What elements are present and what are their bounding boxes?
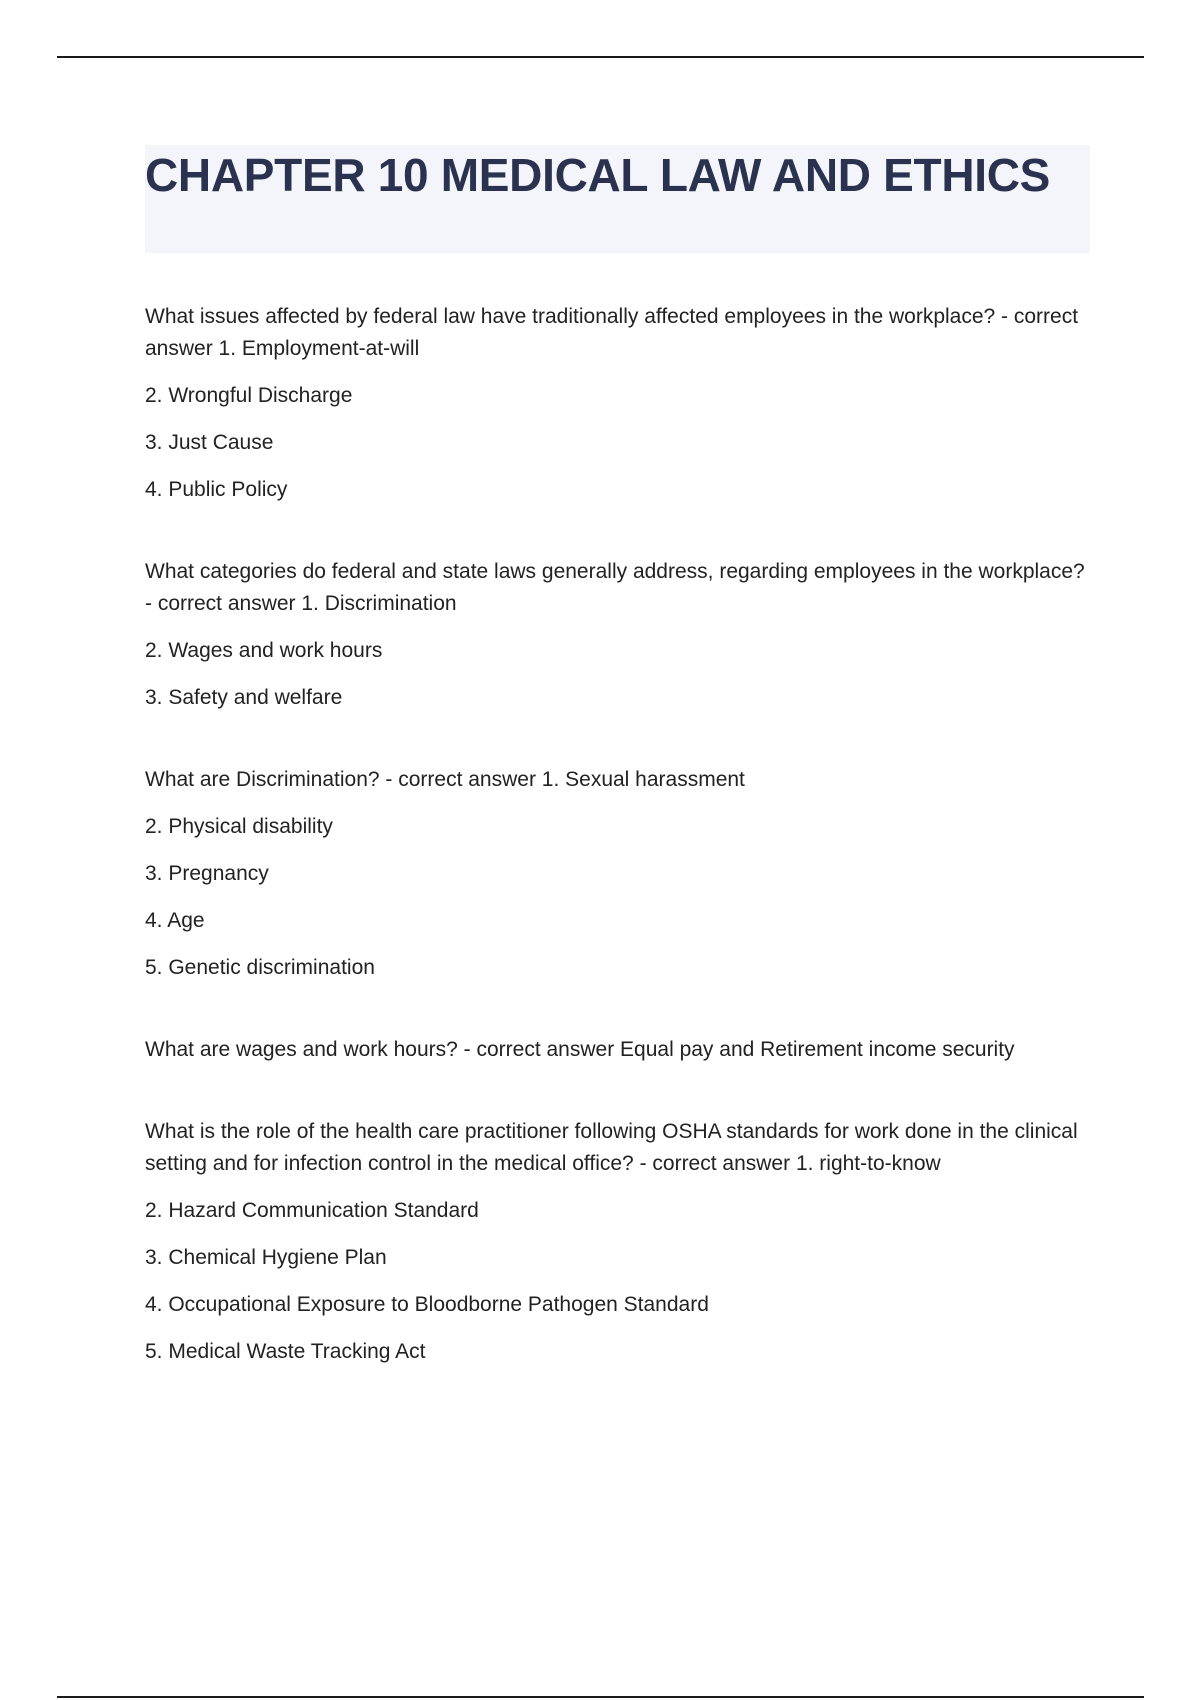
answer-item: 2. Hazard Communication Standard	[145, 1199, 479, 1222]
qa-block	[145, 764, 1090, 984]
qa-block	[145, 556, 1090, 714]
question-text: What are Discrimination? - correct answer 1. Sexual harassment	[145, 768, 745, 791]
answer-item: 2. Wages and work hours	[145, 639, 383, 662]
qa-list	[145, 301, 1090, 1368]
answer-item: 4. Public Policy	[145, 478, 288, 501]
page-title: CHAPTER 10 MEDICAL LAW AND ETHICS	[145, 149, 1051, 201]
answer-item: 2. Physical disability	[145, 815, 333, 838]
title-banner	[145, 145, 1090, 253]
qa-block	[145, 1116, 1090, 1368]
bottom-divider	[57, 1696, 1144, 1698]
answer-item: 4. Age	[145, 909, 205, 932]
answer-item: 3. Just Cause	[145, 431, 274, 454]
answer-item: 5. Medical Waste Tracking Act	[145, 1340, 426, 1363]
top-divider	[57, 56, 1144, 58]
question-text: What issues affected by federal law have traditionally affected employees in the workplace? - correct answer 1. Employment-at-will	[145, 305, 1079, 360]
question-text: What is the role of the health care practitioner following OSHA standards for work done in the clinical setting and for infection control in the medical office? - correct answer 1. right-to-know	[145, 1120, 1078, 1175]
question-text: What categories do federal and state laws generally address, regarding employees in the workplace? - correct answer 1. Discrimination	[145, 560, 1085, 615]
document-body	[145, 145, 1090, 1418]
answer-item: 5. Genetic discrimination	[145, 956, 375, 979]
answer-item: 2. Wrongful Discharge	[145, 384, 353, 407]
answer-item: 3. Pregnancy	[145, 862, 269, 885]
answer-item: 3. Safety and welfare	[145, 686, 343, 709]
qa-block	[145, 1034, 1090, 1066]
question-text: What are wages and work hours? - correct answer Equal pay and Retirement income security	[145, 1038, 1015, 1061]
qa-block	[145, 301, 1090, 506]
answer-item: 3. Chemical Hygiene Plan	[145, 1246, 387, 1269]
answer-item: 4. Occupational Exposure to Bloodborne Pathogen Standard	[145, 1293, 709, 1316]
